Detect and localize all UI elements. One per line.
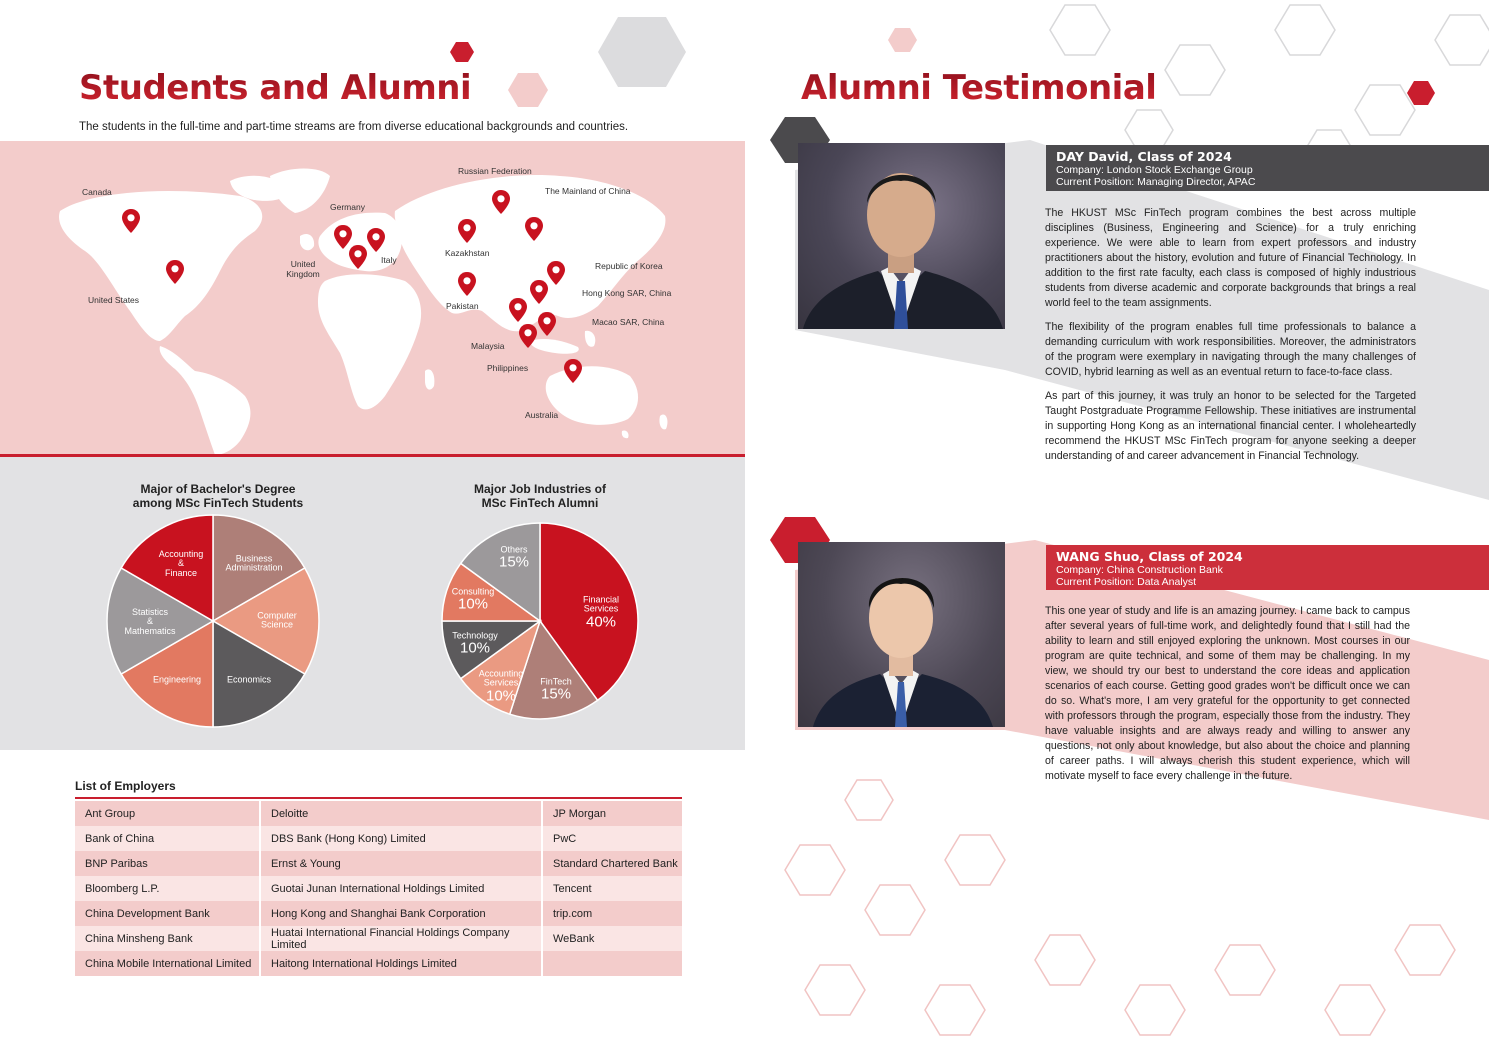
pie1-label: Computer Science: [257, 610, 297, 630]
testimonial-header-2: [1046, 545, 1489, 590]
world-map-section: [0, 141, 745, 455]
table-row: [75, 926, 682, 951]
table-row: [75, 951, 682, 976]
intro-text: The students in the full-time and part-time streams are from diverse educational backgrounds and countries.: [79, 121, 629, 133]
employer-cell: JP Morgan: [542, 801, 682, 826]
pie1-label: Accounting & Finance: [158, 548, 204, 578]
testimonial-paragraph: As part of this journey, it was truly an honor to be selected for the Targeted Taught Postgraduate Programme Fellowship. These initiatives are instrumental in supporting Hong Kong as an international financial center. I wholeheartedly recommend the HKUST MSc FinTech program for anyone seeking a deeper understanding of and career advancement in Financial Technology.: [1045, 390, 1416, 462]
employer-cell: Hong Kong and Shanghai Bank Corporation: [260, 901, 542, 926]
portrait-icon: [798, 542, 1005, 727]
pie2-title-line1: Major Job Industries of: [473, 482, 606, 496]
country-label: United States: [88, 295, 140, 305]
location-pin-icon: [508, 297, 528, 323]
country-label: Philippines: [487, 363, 529, 373]
testimonial-paragraph: The flexibility of the program enables full time professionals to balance a demanding curriculum with work responsibilities. Moreover, the administrators of the program were exemplary in navigating through the many challenges of COVID, hybrid learning as well as an eventual return to face-to-face class.: [1045, 321, 1416, 378]
employer-cell: Huatai International Financial Holdings Company Limited: [260, 926, 542, 951]
pie2-title-line2: MSc FinTech Alumni: [481, 496, 599, 511]
testimonial-header-1: [1046, 145, 1489, 191]
employer-cell: DBS Bank (Hong Kong) Limited: [260, 826, 542, 851]
country-label: Republic of Korea: [595, 261, 663, 271]
table-row: [75, 826, 682, 851]
country-label: Kazakhstan: [445, 248, 490, 258]
employer-cell: Guotai Junan International Holdings Limited: [260, 876, 542, 901]
employer-cell: [542, 951, 682, 976]
country-label: United Kingdom: [286, 259, 320, 279]
location-pin-icon: [457, 218, 477, 244]
employer-cell: WeBank: [542, 926, 682, 951]
country-label: Macao SAR, China: [592, 317, 665, 327]
employers-title: List of Employers: [75, 779, 176, 793]
pie2-label: Accounting Services 10%: [478, 668, 524, 705]
location-pin-icon: [366, 227, 386, 253]
testimonial-text-2: [1045, 604, 1410, 793]
pie2-label: Consulting 10%: [451, 586, 495, 613]
employer-cell: Bank of China: [75, 826, 260, 851]
country-label: The Mainland of China: [545, 186, 631, 196]
employer-cell: China Minsheng Bank: [75, 926, 260, 951]
table-row: [75, 801, 682, 826]
employer-cell: Deloitte: [260, 801, 542, 826]
country-label: Australia: [525, 410, 559, 420]
pie2-label: FinTech 15%: [540, 676, 572, 703]
portrait-icon: [798, 143, 1005, 329]
pie1-label: Statistics & Mathematics: [124, 606, 176, 636]
testimonial-name: DAY David, Class of 2024: [1056, 149, 1232, 164]
pie-charts: [0, 457, 745, 750]
location-pin-icon: [457, 271, 477, 297]
location-pin-icon: [537, 311, 557, 337]
employers-rule: [75, 797, 682, 799]
pie1-label: Business Administration: [225, 553, 283, 573]
testimonial-name: WANG Shuo, Class of 2024: [1056, 549, 1243, 564]
country-label: Pakistan: [446, 301, 479, 311]
location-pin-icon: [529, 279, 549, 305]
location-pin-icon: [524, 216, 544, 242]
pie1-title-line2: among MSc FinTech Students: [132, 496, 304, 511]
page-title-students-alumni: Students and Alumni: [79, 68, 472, 108]
country-label: Canada: [82, 187, 112, 197]
employer-cell: Tencent: [542, 876, 682, 901]
employer-cell: Standard Chartered Bank: [542, 851, 682, 876]
employer-cell: PwC: [542, 826, 682, 851]
country-label: Italy: [381, 255, 397, 265]
alumni-photo-wang-shuo: [798, 542, 1005, 727]
table-row: [75, 876, 682, 901]
location-pin-icon: [121, 208, 141, 234]
alumni-photo-day-david: [798, 143, 1005, 329]
employer-cell: trip.com: [542, 901, 682, 926]
location-pin-icon: [165, 259, 185, 285]
testimonial-paragraph: This one year of study and life is an amazing journey. I came back to campus after several years of full-time work, and delightedly found that I still had the ability to learn and still enjoyed exploring the unknown. Most courses in our program are quite technical, and some of them may be challenging. In my view, we should try our best to understand the core ideas and application scenarios of each course. Getting good grades won't be difficult once we can do so. What's more, I am very grateful for the opportunity to get connected with professors through the program, especially those from the industry. They have valuable insights and are always ready and willing to answer any questions, not only about knowledge, but also about the choice and planning of career paths. I will always cherish this student experience, which will motivate myself to face every challenge in the future.: [1045, 605, 1410, 782]
employer-cell: Ant Group: [75, 801, 260, 826]
pie1-label: Economics: [226, 674, 272, 685]
location-pin-icon: [546, 260, 566, 286]
employer-cell: BNP Paribas: [75, 851, 260, 876]
pie2-label: Financial Services 40%: [582, 594, 620, 631]
table-row: [75, 851, 682, 876]
country-label: Malaysia: [471, 341, 505, 351]
testimonial-company: Company: China Construction Bank: [1056, 564, 1223, 576]
country-label: Russian Federation: [458, 166, 532, 176]
pie2-label: Technology 10%: [452, 630, 498, 657]
testimonial-text-1: [1045, 206, 1416, 473]
pie1-label: Engineering: [152, 674, 202, 685]
employers-table: [75, 801, 682, 976]
page-title-alumni-testimonial: Alumni Testimonial: [801, 68, 1157, 108]
employer-cell: China Development Bank: [75, 901, 260, 926]
testimonial-position: Current Position: Managing Director, APAC: [1056, 176, 1256, 189]
employer-cell: Ernst & Young: [260, 851, 542, 876]
location-pin-icon: [563, 358, 583, 384]
pie1-title-line1: Major of Bachelor's Degree: [140, 482, 296, 496]
employer-cell: Haitong International Holdings Limited: [260, 951, 542, 976]
testimonial-position: Current Position: Data Analyst: [1056, 576, 1197, 589]
table-row: [75, 901, 682, 926]
location-pin-icon: [348, 244, 368, 270]
location-pin-icon: [491, 189, 511, 215]
employer-cell: China Mobile International Limited: [75, 951, 260, 976]
location-pin-icon: [518, 323, 538, 349]
country-label: Germany: [330, 202, 365, 212]
testimonial-paragraph: The HKUST MSc FinTech program combines the best across multiple disciplines (Business, Engineering and Science) for a truly enriching experience. We were able to learn from expert professors and industry practitioners about the history, evolution and future of Financial Technology. In addition to the first rate faculty, each class is composed of highly industrious students from diverse academic and corporate backgrounds that brings a real world feel to the team assignments.: [1045, 207, 1416, 309]
charts-section: [0, 457, 745, 750]
employer-cell: Bloomberg L.P.: [75, 876, 260, 901]
pie2-label: Others 15%: [498, 544, 530, 571]
country-label: Hong Kong SAR, China: [582, 288, 672, 298]
testimonial-company: Company: London Stock Exchange Group: [1056, 164, 1253, 176]
